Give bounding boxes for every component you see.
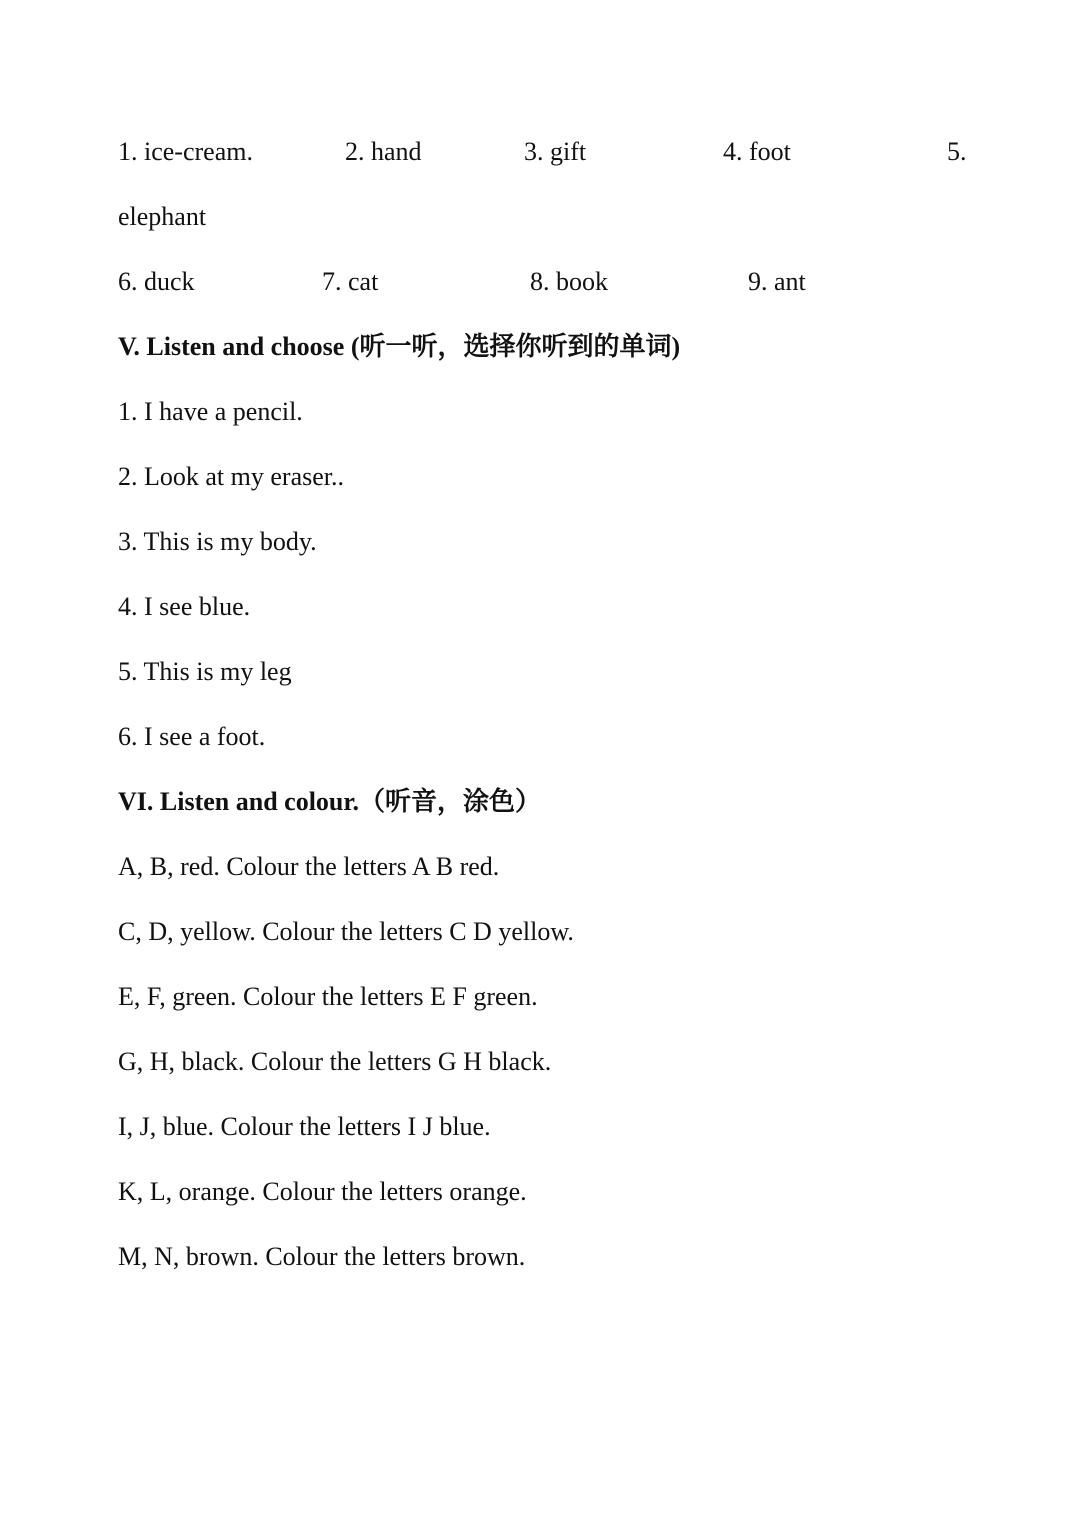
word-item: 1. ice-cream. [118, 137, 253, 166]
list-item: A, B, red. Colour the letters A B red. [118, 852, 500, 881]
word-item: 7. cat [322, 267, 379, 296]
list-item: 4. I see blue. [118, 592, 251, 621]
list-item: G, H, black. Colour the letters G H black. [118, 1047, 552, 1076]
list-item: 2. Look at my eraser.. [118, 462, 344, 491]
word-item-wrap: elephant [118, 202, 207, 231]
section-heading: V. Listen and choose (听一听，选择你听到的单词) [118, 332, 681, 361]
word-item: 3. gift [524, 137, 587, 166]
section-heading: VI. Listen and colour.（听音，涂色） [118, 787, 542, 816]
list-item: 5. This is my leg [118, 657, 292, 686]
list-item: M, N, brown. Colour the letters brown. [118, 1242, 526, 1271]
word-item: 6. duck [118, 267, 195, 296]
list-item: E, F, green. Colour the letters E F green. [118, 982, 538, 1011]
list-item: K, L, orange. Colour the letters orange. [118, 1177, 527, 1206]
list-item: 1. I have a pencil. [118, 397, 303, 426]
word-item: 2. hand [345, 137, 422, 166]
word-item: 5. [947, 137, 967, 166]
word-item: 9. ant [748, 267, 806, 296]
list-item: 3. This is my body. [118, 527, 317, 556]
word-item: 4. foot [723, 137, 791, 166]
list-item: C, D, yellow. Colour the letters C D yellow. [118, 917, 574, 946]
list-item: I, J, blue. Colour the letters I J blue. [118, 1112, 491, 1141]
word-item: 8. book [530, 267, 608, 296]
list-item: 6. I see a foot. [118, 722, 266, 751]
